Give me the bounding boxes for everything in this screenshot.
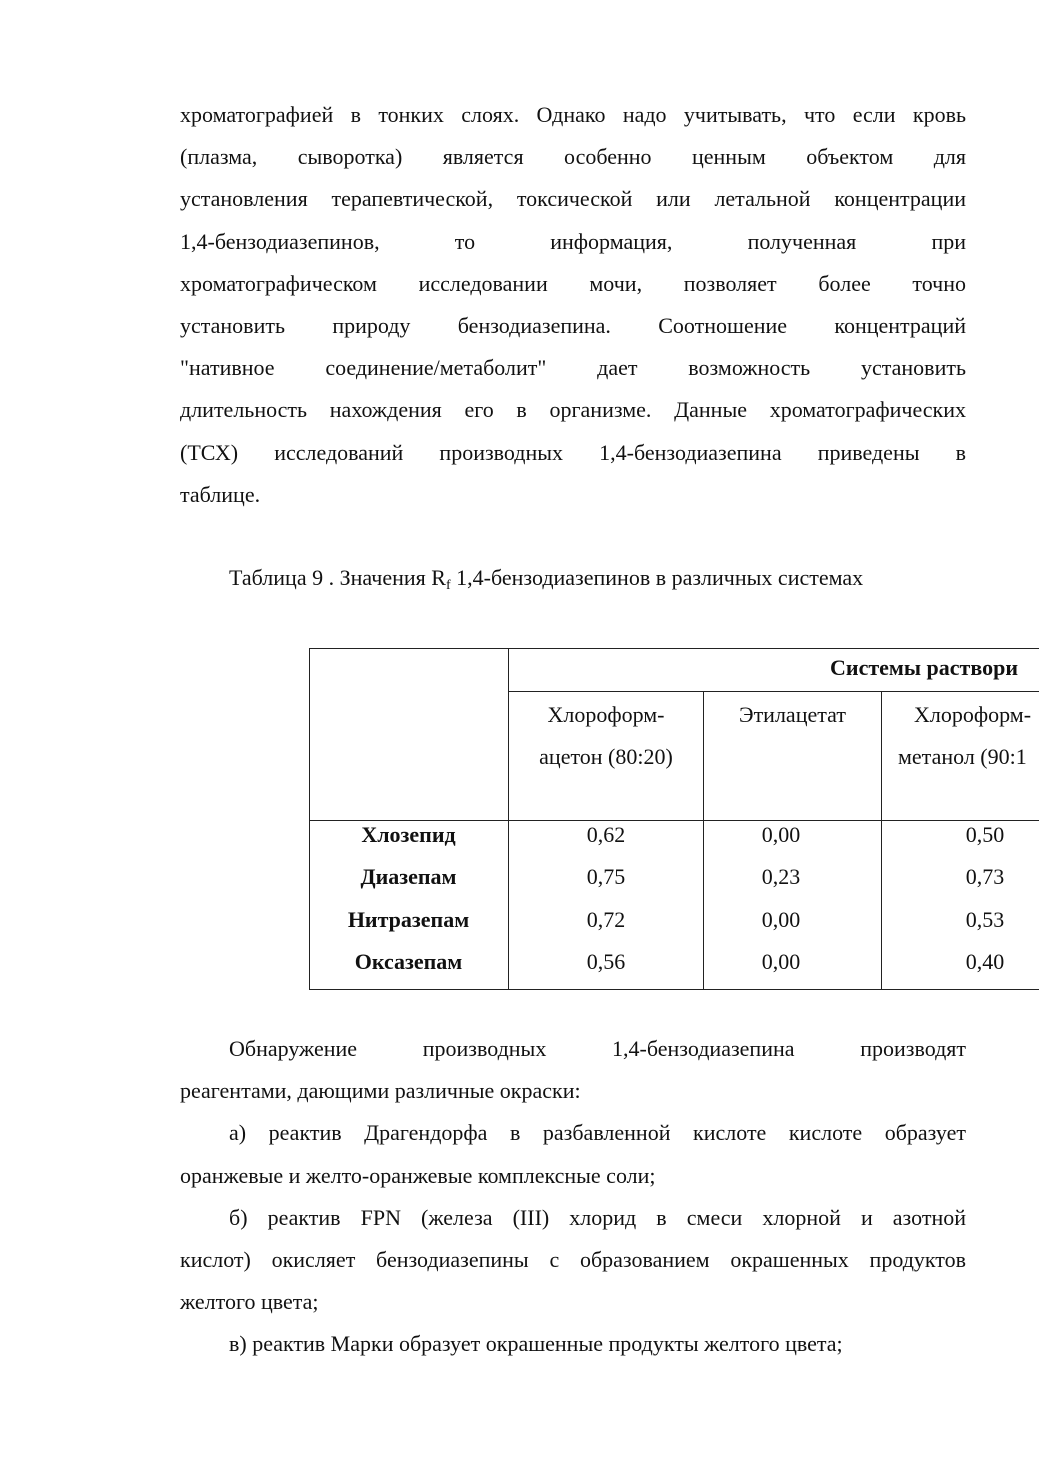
intro-line: хроматографическом исследовании мочи, позволяет более точно: [180, 270, 966, 296]
column-header-3: [882, 694, 1039, 778]
detection-line: кислот) окисляет бензодиазепины с образованием окрашенных продуктов: [180, 1246, 966, 1272]
table-caption: [229, 557, 863, 599]
rf-value-cell: 0,73: [965, 864, 1005, 890]
intro-paragraph: [180, 94, 966, 516]
column-header-1-line1: Хлороформ-: [547, 702, 665, 727]
intro-line: таблице.: [180, 481, 261, 507]
caption-subscript: f: [445, 578, 451, 593]
table-border-top: [309, 648, 1039, 649]
rf-value-cell: 0,23: [761, 864, 801, 890]
solvent-systems-header: Системы раствори: [830, 655, 1019, 680]
caption-prefix: Таблица 9 . Значения R: [229, 565, 446, 590]
intro-line: "нативное соединение/метаболит" дает возможность установить: [180, 355, 966, 381]
rf-value-cell: 0,53: [965, 906, 1005, 932]
detection-line: б) реактив FPN (железа (III) хлорид в смеси хлорной и азотной: [229, 1204, 966, 1230]
intro-line: 1,4-бензодиазепинов, то информация, полученная при: [180, 228, 966, 254]
column-header-3-line2: метанол (90:1: [898, 744, 1027, 769]
rf-value-cell: 0,75: [586, 864, 626, 890]
detection-line: Обнаружение производных 1,4-бензодиазепина производят: [229, 1036, 966, 1061]
column-header-2: [704, 694, 881, 736]
detection-line: реагентами, дающими различные окраски:: [180, 1078, 581, 1104]
column-header-2-line1: Этилацетат: [739, 702, 846, 727]
rf-value-cell: 0,00: [761, 906, 801, 932]
row-compound-name: Нитразепам: [347, 906, 470, 932]
column-header-1-line2: ацетон (80:20): [539, 744, 673, 769]
rf-value-cell: 0,00: [761, 948, 801, 974]
table-border-bottom: [309, 989, 1039, 990]
intro-line: длительность нахождения его в организме. Данные хроматографических: [180, 397, 966, 423]
rf-value-cell: 0,40: [965, 948, 1005, 974]
column-header-1: [509, 694, 703, 778]
row-compound-name: Хлозепид: [361, 822, 456, 847]
intro-line: хроматографией в тонких слоях. Однако надо учитывать, что если кровь: [180, 102, 966, 127]
detection-line: желтого цвета;: [180, 1289, 319, 1315]
intro-line: установления терапевтической, токсической или летальной концентрации: [180, 186, 966, 212]
rf-value-cell: 0,50: [965, 822, 1005, 847]
rf-value-cell: 0,56: [586, 948, 626, 974]
rf-value-cell: 0,62: [586, 822, 626, 847]
intro-line: установить природу бензодиазепина. Соотношение концентраций: [180, 312, 966, 338]
detection-paragraph: [180, 1028, 966, 1366]
intro-line: (плазма, сыворотка) является особенно ценным объектом для: [180, 144, 966, 170]
group-separator: [508, 691, 1039, 692]
caption-suffix: 1,4-бензодиазепинов в различных системах: [450, 565, 864, 590]
detection-line: а) реактив Драгендорфа в разбавленной кислоте кислоте образует: [229, 1120, 966, 1146]
rf-table: [309, 648, 1039, 990]
rf-value-cell: 0,72: [586, 906, 626, 932]
rf-value-cell: 0,00: [761, 822, 801, 847]
row-compound-name: Диазепам: [360, 864, 457, 890]
detection-line: в) реактив Марки образует окрашенные продукты желтого цвета;: [229, 1331, 843, 1357]
detection-line: оранжевые и желто-оранжевые комплексные соли;: [180, 1162, 656, 1188]
intro-line: (ТСХ) исследований производных 1,4-бензодиазепина приведены в: [180, 439, 966, 465]
column-header-3-line1: Хлороформ-: [914, 702, 1032, 727]
row-compound-name: Оксазепам: [354, 948, 463, 974]
